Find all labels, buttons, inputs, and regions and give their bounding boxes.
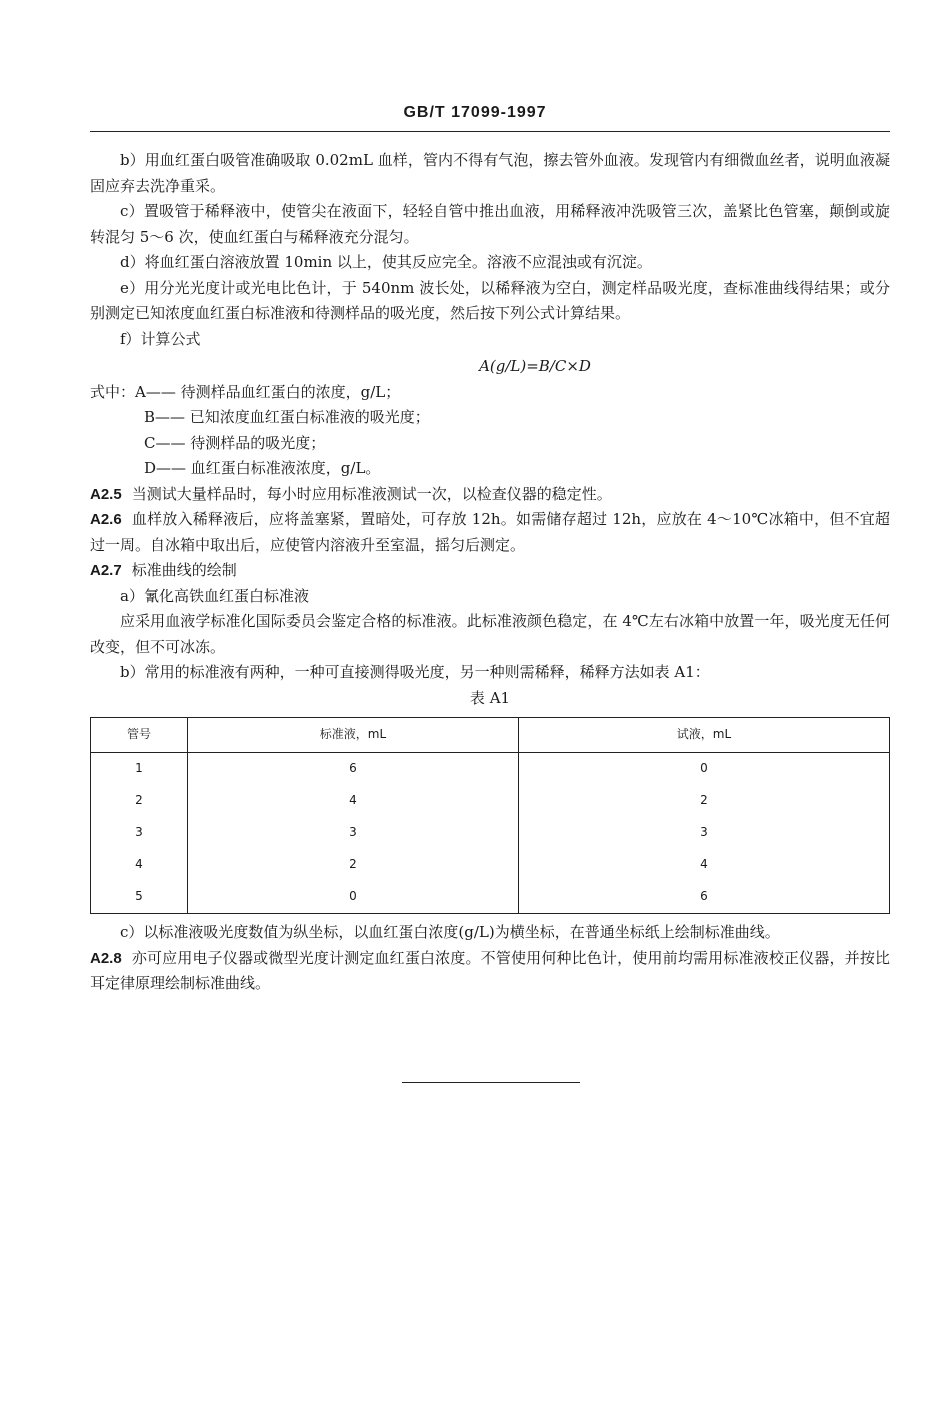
definition-c: C—— 待测样品的吸光度； [144,433,326,452]
paragraph-f: f）计算公式 [120,329,201,348]
clause-a2-6-number: A2.6 [90,511,122,528]
table-header-tube: 管号 [91,718,188,753]
clause-a2-5-number: A2.5 [90,485,122,503]
table-cell: 2 [519,785,890,817]
table-header-row [91,718,890,753]
paragraph-d: d）将血红蛋白溶液放置 10min 以上，使其反应完全。溶液不应混浊或有沉淀。 [120,253,652,271]
table-cell: 3 [519,817,890,849]
paragraph-e: e）用分光光度计或光电比色计，于 540nm 波长处，以稀释液为空白，测定样品吸光度，查标准曲线得结果；或分别测定已知浓度血红蛋白标准液和待测样品的吸光度，然后按下列公式计算结果。 [90,278,890,322]
definition-b: B—— 已知浓度血红蛋白标准液的吸光度； [144,408,430,426]
table-cell: 5 [91,881,188,914]
table-row [91,881,890,914]
table-row [91,753,890,786]
clause-a2-7-number: A2.7 [90,562,122,579]
table-cell: 1 [91,753,188,786]
clause-a2-5-text: 当测试大量样品时，每小时应用标准液测试一次，以检查仪器的稳定性。 [131,484,612,503]
paragraph-b: b）用血红蛋白吸管准确吸取 0.02mL 血样，管内不得有气泡，擦去管外血液。发现管内有细微血丝者，说明血液凝固应弃去洗净重采。 [90,151,890,195]
table-header-standard: 标准液，mL [188,718,519,753]
definition-prefix: 式中： [90,382,136,401]
table-cell: 2 [91,785,188,817]
definition-d: D—— 血红蛋白标准液浓度，g/L。 [144,459,381,477]
clause-a2-8 [90,946,890,997]
table-header-test: 试液，mL [519,718,890,753]
end-rule [402,1082,580,1083]
table-cell: 0 [519,753,890,786]
definition-a-text: A—— 待测样品血红蛋白的浓度，g/L； [135,382,401,401]
table-cell: 4 [519,849,890,881]
clause-a2-7 [90,558,890,584]
table-row [91,849,890,881]
table-cell: 4 [188,785,519,817]
table-cell: 0 [188,881,519,914]
clause-a2-7-c: c）以标准液吸光度数值为纵坐标，以血红蛋白浓度(g/L)为横坐标，在普通坐标纸上绘制标准曲线。 [120,923,780,941]
document-body [90,148,890,997]
clause-a2-7-a: a）氰化高铁血红蛋白标准液 [120,586,309,605]
clause-a2-6 [90,507,890,558]
table-cell: 6 [519,881,890,914]
table-cell: 4 [91,849,188,881]
table-cell: 3 [188,817,519,849]
clause-a2-8-text: 亦可应用电子仪器或微型光度计测定血红蛋白浓度。不管使用何种比色计，使用前均需用标准液校正仪器，并按比耳定律原理绘制标准曲线。 [90,948,890,992]
clause-a2-7-a-text: 应采用血液学标准化国际委员会鉴定合格的标准液。此标准液颜色稳定，在 4℃左右冰箱中放置一年，吸光度无任何改变，但不可冰冻。 [90,612,890,656]
table-cell: 3 [91,817,188,849]
table-caption: 表 A1 [469,688,511,707]
table-row [91,817,890,849]
paragraph-c: c）置吸管于稀释液中，使管尖在液面下，轻轻自管中推出血液，用稀释液冲洗吸管三次，盖紧比色管塞，颠倒或旋转混匀 5～6 次，使血红蛋白与稀释液充分混匀。 [90,202,890,246]
clause-a2-6-text: 血样放入稀释液后，应将盖塞紧，置暗处，可存放 12h。如需储存超过 12h，应放在 4～10℃冰箱中，但不宜超过一周。自冰箱中取出后，应使管内溶液升至室温，摇匀后测定。 [90,510,890,554]
definition-a [90,380,890,406]
clause-a2-7-b: b）常用的标准液有两种，一种可直接测得吸光度，另一种则需稀释，稀释方法如表 A1： [120,663,710,681]
clause-a2-8-number: A2.8 [90,949,122,967]
standard-header: GB/T 17099-1997 [403,104,547,121]
table-cell: 6 [188,753,519,786]
table-cell: 2 [188,849,519,881]
formula: A(g/L)=B/C×D [479,357,591,375]
table-row [91,785,890,817]
clause-a2-5 [90,482,890,508]
clause-a2-7-text: 标准曲线的绘制 [131,561,237,579]
header-rule [90,131,890,132]
dilution-table [90,717,890,914]
